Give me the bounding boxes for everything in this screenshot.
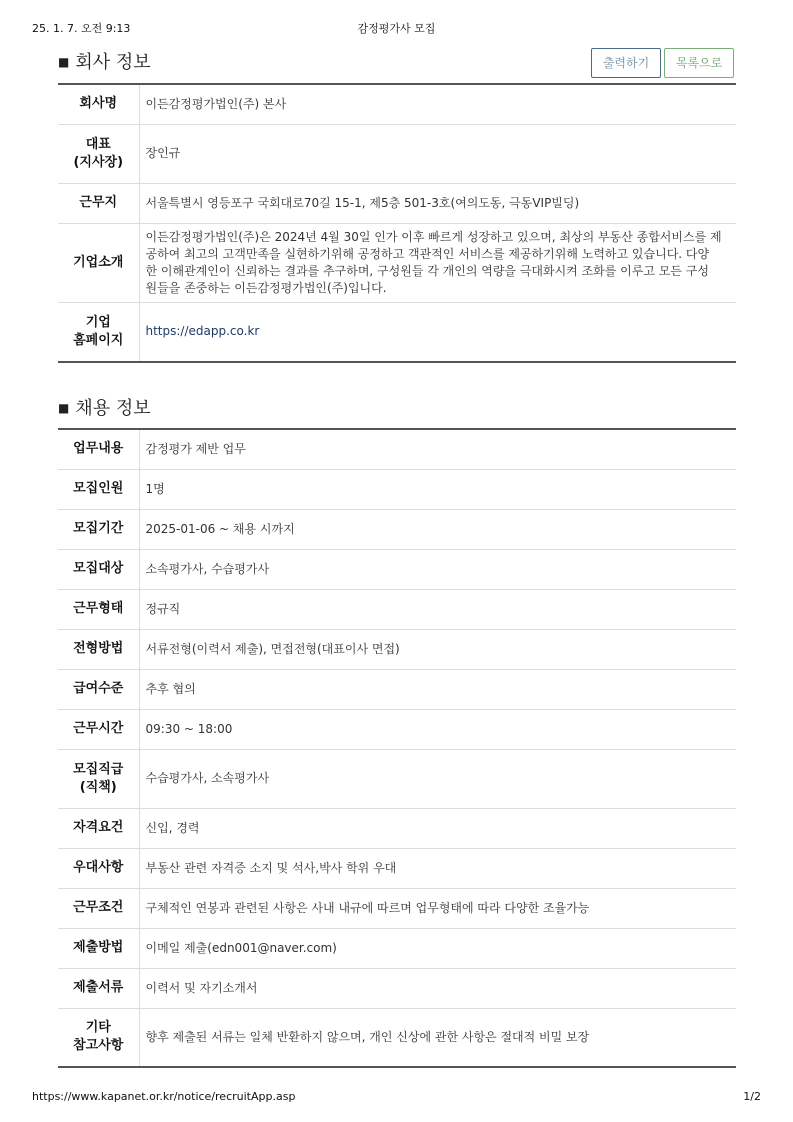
print-url: https://www.kapanet.or.kr/notice/recruitApp.asp <box>32 1090 296 1103</box>
row-label-line: 홈페이지 <box>73 332 124 348</box>
print-button[interactable]: 출력하기 <box>591 48 661 78</box>
row-label-line: 모집직급 <box>73 761 124 777</box>
row-value: 향후 제출된 서류는 일체 반환하지 않으며, 개인 신상에 관한 사항은 절대적 비밀 보장 <box>145 1029 590 1044</box>
table-row <box>58 968 736 1008</box>
table-row <box>58 709 736 749</box>
print-date: 25. 1. 7. 오전 9:13 <box>32 22 131 35</box>
row-value: 구체적인 연봉과 관련된 사항은 사내 내규에 따르며 업무형태에 따라 다양한 조율가능 <box>139 888 736 928</box>
row-label: 전형방법 <box>58 629 139 669</box>
row-value: 소속평가사, 수습평가사 <box>139 549 736 589</box>
recruit-section-title <box>58 394 151 420</box>
table-row <box>58 84 736 124</box>
table-row <box>58 669 736 709</box>
row-value: 서류전형(이력서 제출), 면접전형(대표이사 면접) <box>139 629 736 669</box>
row-value: 장인규 <box>139 124 736 183</box>
row-label <box>58 124 139 183</box>
intro-line: 한 이해관계인이 신뢰하는 결과를 추구하며, 구성원들 각 개인의 역량을 극대화시켜 조화를 이루고 모든 구성 <box>145 263 709 278</box>
row-label <box>58 749 139 808</box>
row-label: 급여수준 <box>58 669 139 709</box>
company-info-table <box>58 83 736 363</box>
recruit-info-table <box>58 428 736 1068</box>
table-row <box>58 429 736 469</box>
list-button[interactable]: 목록으로 <box>664 48 734 78</box>
row-label: 업무내용 <box>58 429 139 469</box>
table-row <box>58 469 736 509</box>
table-row <box>58 808 736 848</box>
intro-line: 원들을 존중하는 이든감정평가법인(주)입니다. <box>145 280 387 295</box>
row-label: 우대사항 <box>58 848 139 888</box>
table-row <box>58 302 736 362</box>
table-row <box>58 549 736 589</box>
table-row <box>58 1008 736 1067</box>
row-label-line: 참고사항 <box>73 1038 124 1054</box>
row-value <box>139 302 736 362</box>
row-value: 2025-01-06 ~ 채용 시까지 <box>139 509 736 549</box>
table-row <box>58 888 736 928</box>
row-label: 모집인원 <box>58 469 139 509</box>
table-row <box>58 124 736 183</box>
row-label: 제출서류 <box>58 968 139 1008</box>
row-label <box>58 1008 139 1067</box>
row-value: 신입, 경력 <box>139 808 736 848</box>
row-label: 모집대상 <box>58 549 139 589</box>
table-row <box>58 629 736 669</box>
row-value: 이메일 제출(edn001@naver.com) <box>139 928 736 968</box>
square-bullet-icon: ■ <box>58 55 70 69</box>
row-label-line: 기업 <box>85 314 111 330</box>
intro-line: 이든감정평가법인(주)은 2024년 4월 30일 인가 이후 빠르게 성장하고 있으며, 최상의 부동산 종합서비스를 제 <box>145 229 722 244</box>
row-value <box>139 223 736 302</box>
row-value: 감정평가 제반 업무 <box>139 429 736 469</box>
row-value: 정규직 <box>139 589 736 629</box>
table-row <box>58 183 736 223</box>
print-title: 감정평가사 모집 <box>357 22 436 35</box>
table-row <box>58 848 736 888</box>
row-value: 수습평가사, 소속평가사 <box>139 749 736 808</box>
row-label-line: (직책) <box>79 779 117 795</box>
company-section-title <box>58 48 151 74</box>
row-label-line: 기타 <box>85 1020 111 1036</box>
row-value: 이력서 및 자기소개서 <box>139 968 736 1008</box>
table-row <box>58 589 736 629</box>
homepage-link[interactable]: https://edapp.co.kr <box>145 324 260 339</box>
row-label-line: 대표 <box>85 136 111 152</box>
page-number: 1/2 <box>743 1090 761 1103</box>
row-label: 근무형태 <box>58 589 139 629</box>
table-row <box>58 509 736 549</box>
row-value: 서울특별시 영등포구 국회대로70길 15-1, 제5층 501-3호(여의도동, 극동VIP빌딩) <box>139 183 736 223</box>
row-value: 09:30 ~ 18:00 <box>139 709 736 749</box>
table-row <box>58 223 736 302</box>
recruit-section-label: 채용 정보 <box>75 398 151 419</box>
row-value: 부동산 관련 자격증 소지 및 석사,박사 학위 우대 <box>139 848 736 888</box>
row-label: 근무조건 <box>58 888 139 928</box>
row-label: 회사명 <box>58 84 139 124</box>
row-label: 제출방법 <box>58 928 139 968</box>
row-label: 기업소개 <box>58 223 139 302</box>
row-value: 1명 <box>139 469 736 509</box>
row-label: 자격요건 <box>58 808 139 848</box>
row-label <box>58 302 139 362</box>
row-label: 근무시간 <box>58 709 139 749</box>
square-bullet-icon: ■ <box>58 401 70 415</box>
table-row <box>58 749 736 808</box>
row-value: 추후 협의 <box>139 669 736 709</box>
row-label: 모집기간 <box>58 509 139 549</box>
company-section-label: 회사 정보 <box>75 52 151 73</box>
row-label: 근무지 <box>58 183 139 223</box>
table-row <box>58 928 736 968</box>
print-header <box>32 20 761 36</box>
print-footer <box>32 1090 761 1106</box>
row-label-line: (지사장) <box>73 154 124 170</box>
intro-line: 공하여 최고의 고객만족을 실현하기위해 공정하고 객관적인 서비스를 제공하기위해 노력하고 있습니다. 다양 <box>145 246 710 261</box>
row-value: 이든감정평가법인(주) 본사 <box>139 84 736 124</box>
